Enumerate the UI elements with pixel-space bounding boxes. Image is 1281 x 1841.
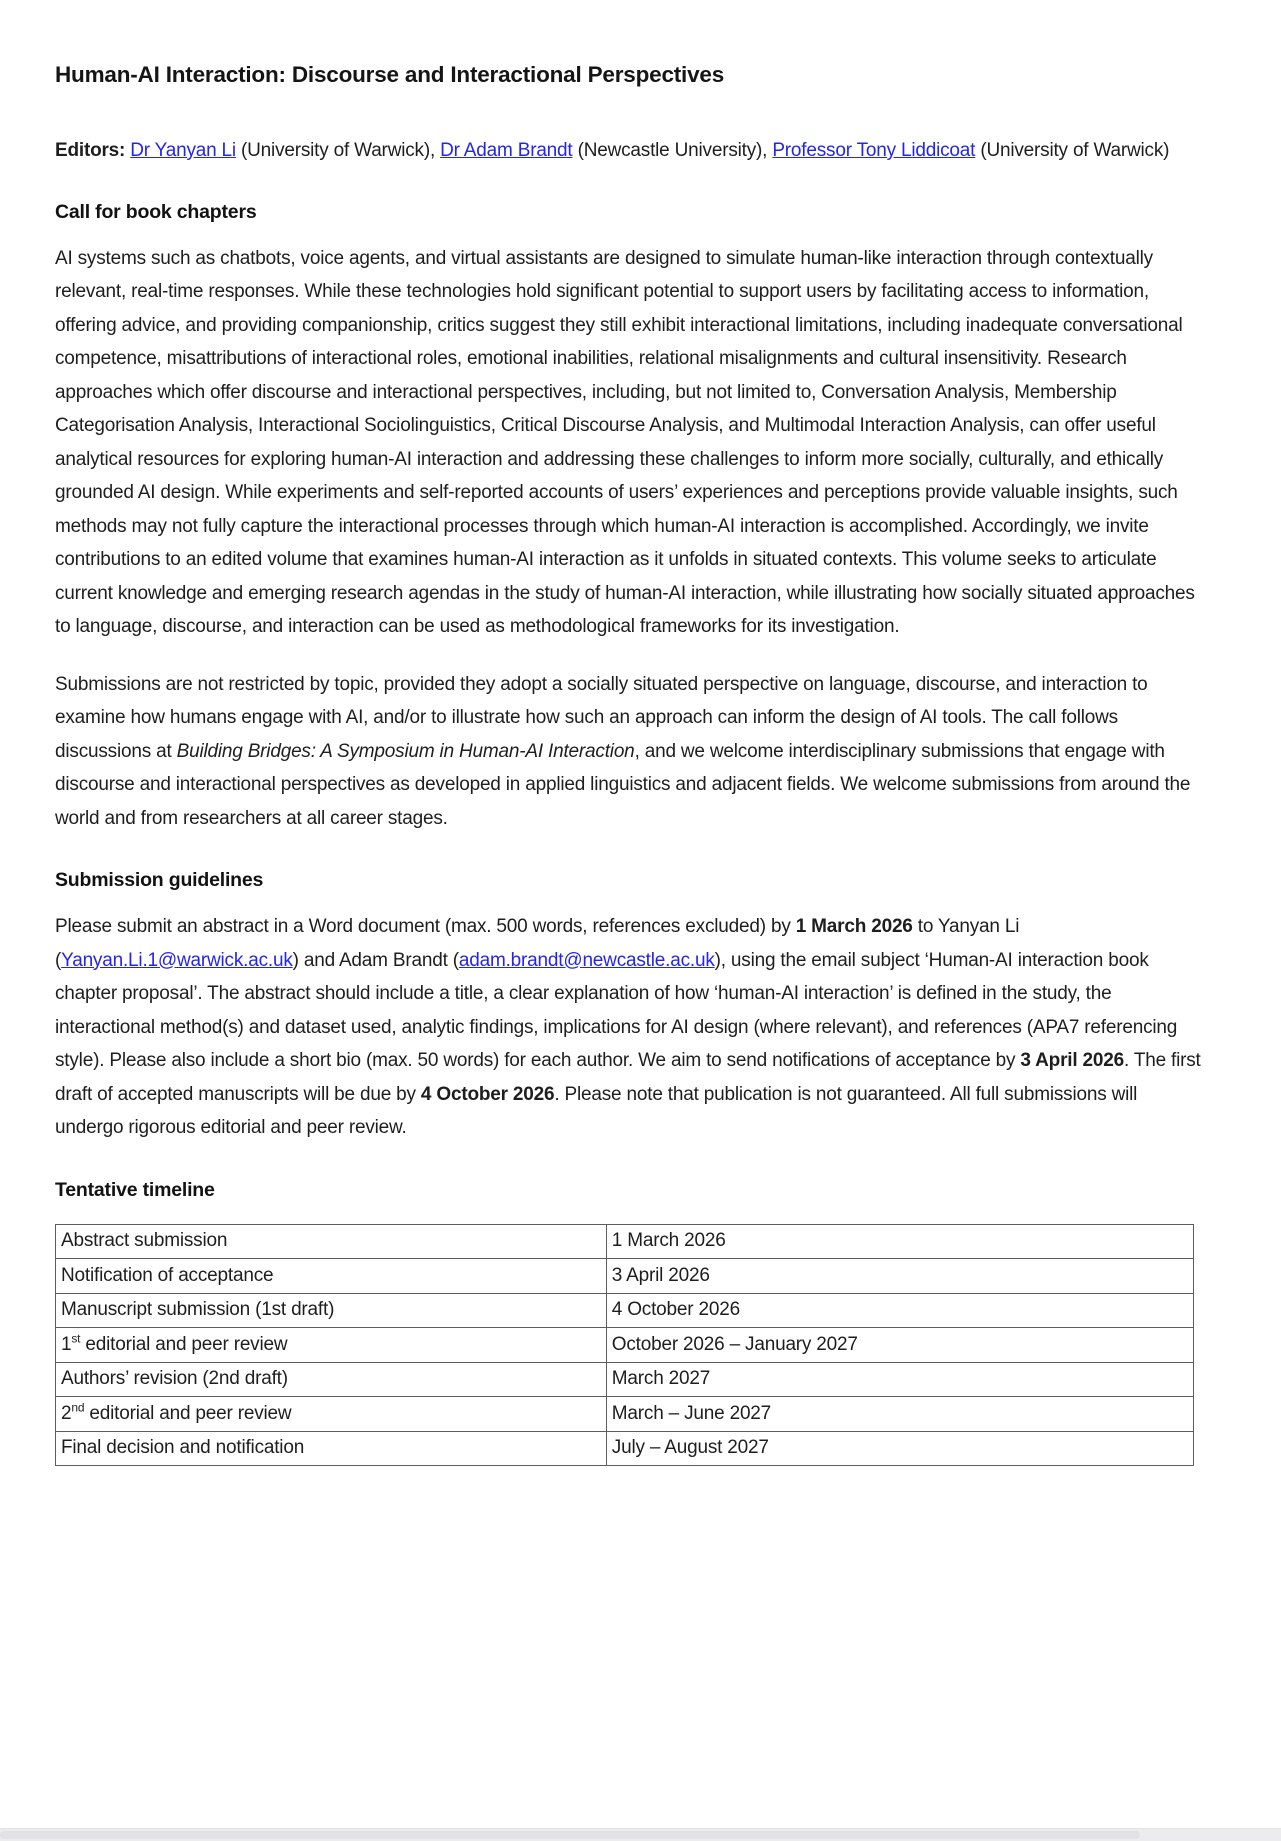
email-link-yanyan-li[interactable]: Yanyan.Li.1@warwick.ac.uk [61,949,293,971]
timeline-table [55,1224,1194,1467]
timeline-cell-label [56,1224,607,1259]
text-segment: (University of Warwick), [235,140,441,161]
section-heading-call-for-book-chapters: Call for book chapters [55,200,257,223]
timeline-cell-value: October 2026 – January 2027 [606,1328,1193,1363]
timeline-cell-value: March 2027 [606,1362,1193,1397]
table-row [56,1397,1194,1432]
table-row [56,1328,1194,1363]
text-segment: 1 [61,1333,72,1355]
timeline-cell-label [56,1259,607,1294]
timeline-cell-label [56,1431,607,1466]
timeline-cell-value: March – June 2027 [606,1397,1193,1432]
horizontal-scrollbar[interactable] [0,1828,1281,1841]
ordinal-superscript: st [71,1331,81,1346]
section-heading-tentative-timeline: Tentative timeline [55,1178,215,1201]
timeline-cell-label [56,1362,607,1397]
editors-line [55,134,1205,168]
text-segment: . The first draft of accepted manuscripts will be due by [55,1050,1201,1105]
guidelines-paragraph [55,910,1205,1145]
text-segment: (Newcastle University), [572,140,773,161]
email-link-adam-brandt[interactable]: adam.brandt@newcastle.ac.uk [458,949,715,971]
scrollbar-thumb[interactable] [0,1831,1140,1839]
text-segment: editorial and peer review [80,1333,288,1355]
document-title: Human-AI Interaction: Discourse and Interactional Perspectives [55,62,725,87]
table-row [56,1224,1194,1259]
text-segment: Submissions are not restricted by topic, provided they adopt a socially situated perspective on language, discourse, and interaction to examine how humans engage with AI, and/or to illustrate how such an approach can inform the design of AI tools. The call follows discussions at [55,673,1148,762]
call-paragraph-2 [55,668,1205,836]
text-segment: Authors’ revision (2nd draft) [61,1368,288,1390]
text-segment: Notification of acceptance [61,1264,274,1286]
text-segment: 3 April 2026 [1020,1050,1124,1071]
text-segment: 1 March 2026 [795,916,913,937]
text-segment: to Yanyan Li ( [55,916,1020,971]
editor-link-tony-liddicoat[interactable]: Professor Tony Liddicoat [772,140,976,161]
text-segment: Manuscript submission (1st draft) [61,1299,335,1321]
text-segment: Abstract submission [61,1230,228,1252]
text-segment: Building Bridges: A Symposium in Human-AI Interaction [176,740,635,762]
timeline-cell-value: 3 April 2026 [606,1259,1193,1294]
text-segment: Final decision and notification [61,1437,305,1459]
text-segment: 4 October 2026 [420,1083,555,1105]
text-segment: Please submit an abstract in a Word document (max. 500 words, references excluded) by [55,916,796,937]
table-row [56,1293,1194,1328]
text-segment: Editors: [55,140,131,161]
timeline-cell-value: 4 October 2026 [606,1293,1193,1328]
text-segment: ) and Adam Brandt ( [292,949,459,971]
timeline-cell-label [56,1293,607,1328]
call-paragraph-1: AI systems such as chatbots, voice agents, and virtual assistants are designed to simulate human-like interaction through contextually relevant, real-time responses. While these technologies hold significant potential to support users by facilitating access to information, offering advice, and providing companionship, critics suggest they still exhibit interactional limitations, including inadequate conversational competence, misattributions of interactional roles, emotional inabilities, relational misalignments and cultural insensitivity. Research approaches which offer discourse and interactional perspectives, including, but not limited to, Conversation Analysis, Membership Categorisation Analysis, Interactional Sociolinguistics, Critical Discourse Analysis, and Multimodal Interaction Analysis, can offer useful analytical resources for exploring human-AI interaction and addressing these challenges to inform more socially, culturally, and ethically grounded AI design. While experiments and self-reported accounts of users’ experiences and perceptions provide valuable insights, such methods may not fully capture the interactional processes through which human-AI interaction is accomplished. Accordingly, we invite contributions to an edited volume that examines human-AI interaction as it unfolds in situated contexts. This volume seeks to articulate current knowledge and emerging research agendas in the study of human-AI interaction, while illustrating how socially situated approaches to language, discourse, and interaction can be used as methodological frameworks for its investigation. [55,247,1195,637]
table-row [56,1362,1194,1397]
text-segment: . Please note that publication is not guaranteed. All full submissions will undergo rigorous editorial and peer review. [55,1083,1138,1138]
timeline-cell-label [56,1397,607,1432]
text-segment: ), using the email subject ‘Human-AI interaction book chapter proposal’. The abstract should include a title, a clear explanation of how ‘human-AI interaction’ is defined in the study, the interactional method(s) and dataset used, analytic findings, implications for AI design (where relevant), and references (APA7 referencing style). Please also include a short bio (max. 50 words) for each author. We aim to send notifications of acceptance by [55,949,1178,1071]
text-segment: (University of Warwick) [975,140,1170,161]
text-segment: , and we welcome interdisciplinary submissions that engage with discourse and interactional perspectives as developed in applied linguistics and adjacent fields. We welcome submissions from around the world and from researchers at all career stages. [55,740,1191,829]
timeline-cell-value: July – August 2027 [606,1431,1193,1466]
text-segment: editorial and peer review [84,1402,292,1424]
timeline-cell-label [56,1328,607,1363]
timeline-table-body [56,1224,1194,1466]
section-heading-submission-guidelines: Submission guidelines [55,869,264,891]
ordinal-superscript: nd [71,1400,85,1415]
text-segment: 2 [61,1402,72,1424]
editor-link-adam-brandt[interactable]: Dr Adam Brandt [440,140,573,161]
table-row [56,1259,1194,1294]
editor-link-yanyan-li[interactable]: Dr Yanyan Li [130,140,236,161]
table-row [56,1431,1194,1466]
timeline-cell-value: 1 March 2026 [606,1224,1193,1259]
